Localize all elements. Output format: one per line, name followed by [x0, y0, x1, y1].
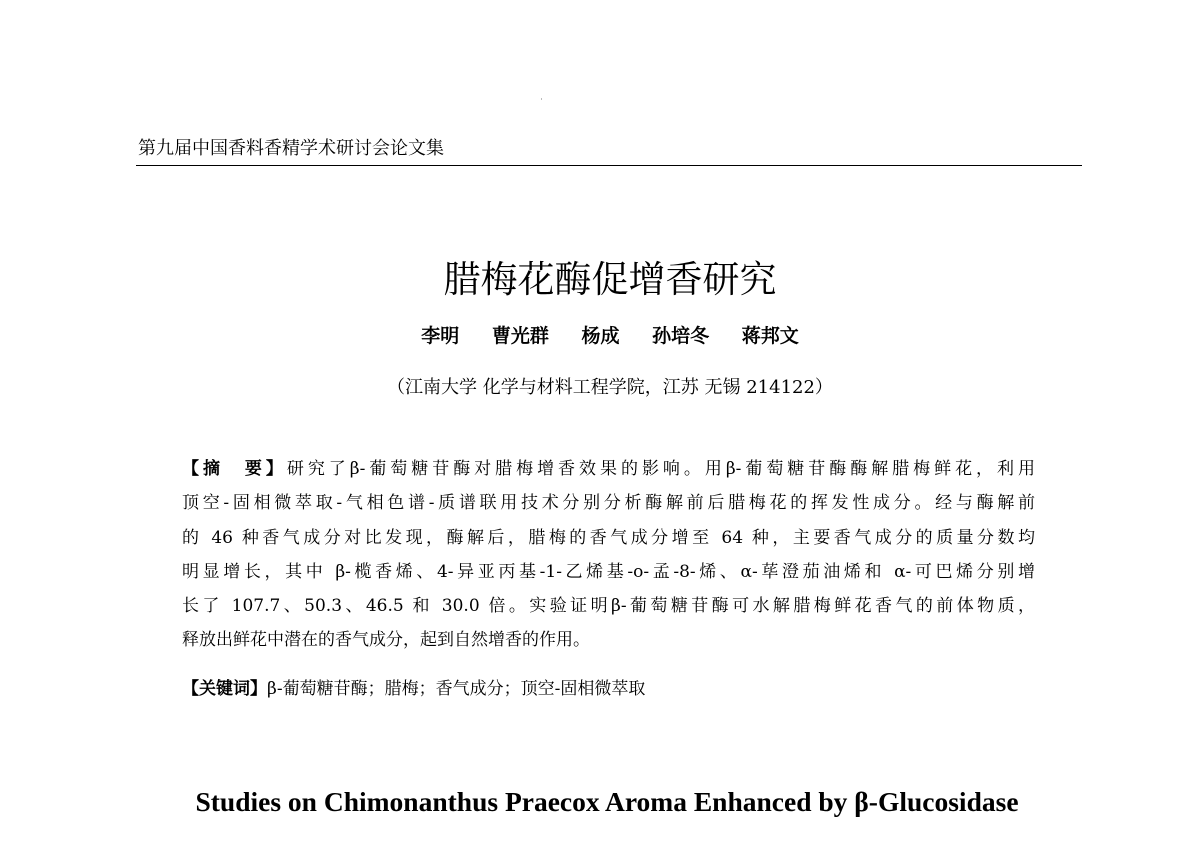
keywords-label: 【关键词】: [182, 679, 267, 699]
english-title: Studies on Chimonanthus Praecox Aroma Enhanced by β-Glucosidase: [195, 786, 1019, 817]
abstract-line: 释放出鲜花中潜在的香气成分，起到自然增香的作用。: [182, 630, 590, 651]
author-name: 李明: [421, 325, 460, 347]
abstract-line: 的 46 种香气成分对比发现，酶解后，腊梅的香气成分增至 64 种，主要香气成分的质量分数均: [182, 527, 1035, 548]
header-rule: [136, 165, 1082, 166]
abstract-label: 【摘 要】: [182, 459, 287, 479]
running-header: 第九届中国香料香精学术研讨会论文集: [138, 138, 444, 159]
abstract-line: 明显增长，其中 β-榄香烯、4-异亚丙基-1-乙烯基-o-孟-8-烯、α-荜澄茄油烯和 α-可巴烯分别增: [182, 561, 1035, 582]
keywords-text: β-葡萄糖苷酶；腊梅；香气成分；顶空-固相微萃取: [267, 679, 646, 699]
author-name: 曹光群: [491, 325, 549, 347]
abstract-line: 顶空-固相微萃取-气相色谱-质谱联用技术分别分析酶解前后腊梅花的挥发性成分。经与酶解前: [182, 493, 1035, 514]
paper-title: 腊梅花酶促增香研究: [443, 258, 777, 301]
author-name: 杨成: [581, 325, 620, 347]
author-name: 蒋邦文: [741, 325, 799, 347]
abstract-line: [182, 452, 1035, 486]
abstract-block: [182, 452, 1035, 658]
scan-speck: [541, 98, 542, 100]
author-name: 孙培冬: [652, 325, 710, 347]
affiliation: （江南大学 化学与材料工程学院，江苏 无锡 214122）: [387, 377, 833, 398]
author-list: [0, 321, 1200, 348]
keywords-line: [182, 674, 645, 699]
abstract-line: 长了 107.7、50.3、46.5 和 30.0 倍。实验证明β-葡萄糖苷酶可水解腊梅鲜花香气的前体物质，: [182, 596, 1035, 617]
abstract-text: 研究了β-葡萄糖苷酶对腊梅增香效果的影响。用β-葡萄糖苷酶酶解腊梅鲜花，利用: [286, 459, 1035, 479]
